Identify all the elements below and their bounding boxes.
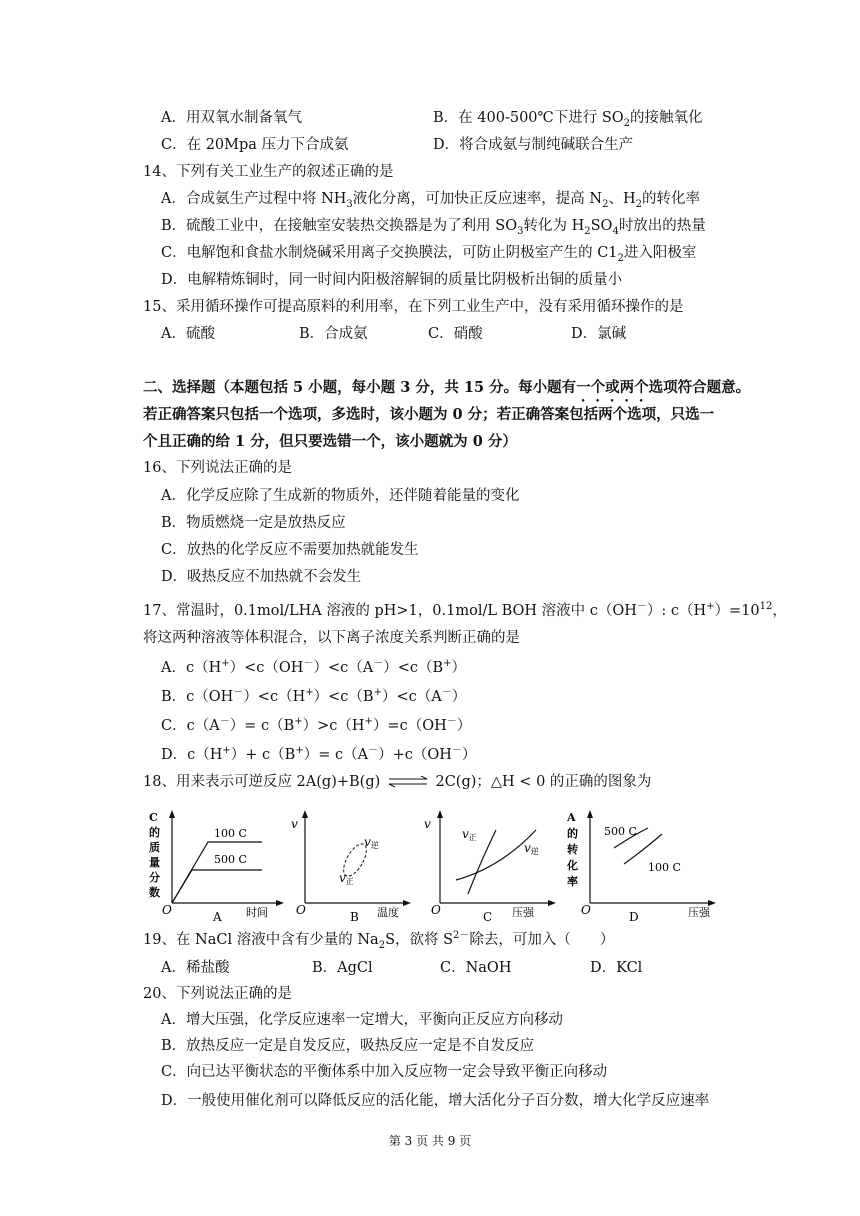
q15-option-c: C．硝酸 — [428, 326, 483, 342]
page-footer: 第 3 页 共 9 页 — [388, 1134, 472, 1148]
graph-b-ylabel: v — [291, 817, 298, 831]
q17-stem-line1: 17、常温时，0.1mol/LHA 溶液的 pH>1，0.1mol/L BOH 溶液中 c（OH－）: $c(H^+)=10^{12}$， — [143, 601, 787, 619]
q15-option-b: B．合成氨 — [299, 326, 368, 342]
q16-option-a: A．化学反应除了生成新的物质外，还伴随着能量的变化 — [161, 488, 520, 504]
graph-b-v-forward: v正 — [339, 871, 354, 886]
graph-d — [562, 808, 722, 924]
q20-option-a: A．增大压强，化学反应速率一定增大，平衡向正反应方向移动 — [161, 1012, 563, 1028]
graph-a-label-100: 100 C — [214, 827, 247, 840]
q17-stem-line2: 将这两种溶液等体积混合，以下离子浓度关系判断正确的是 — [143, 630, 520, 646]
graph-a — [140, 808, 290, 924]
q17-option-d: D．c（H+）+ c（B+）= c（A－）+c（OH－） — [161, 745, 477, 763]
q17-option-b: B．c（OH－）<c（H+）<c（B+）<c（A－） — [161, 687, 467, 705]
graph-a-origin: O — [162, 903, 172, 917]
graph-c-xlabel: 压强 — [512, 906, 534, 919]
graph-a-ylabel-2: 的 — [149, 826, 160, 839]
graph-d-ylabel-1: A — [567, 811, 576, 824]
q13-option-c: C．在 20Mpa 压力下合成氨 — [161, 137, 349, 153]
q15-stem: 15、采用循环操作可提高原料的利用率，在下列工业生产中，没有采用循环操作的是 — [143, 299, 684, 315]
q16-option-c: C．放热的化学反应不需要加热就能发生 — [161, 542, 419, 558]
q18-stem: 18、用来表示可逆反应 2A(g)+B(g) 2C(g)；△H < 0 的正确的图象为 — [143, 774, 652, 790]
graph-a-ylabel-1: C — [149, 811, 158, 824]
graph-c-origin: O — [431, 903, 441, 917]
q20-option-c: C．向已达平衡状态的平衡体系中加入反应物一定会导致平衡正向移动 — [161, 1064, 608, 1080]
q17-option-a: A．c（H+）<c（OH－）<c（A－）<c（B+） — [161, 658, 467, 676]
q16-stem: 16、下列说法正确的是 — [143, 460, 292, 476]
graph-a-caption: A — [213, 910, 222, 924]
q19-option-b: B．AgCl — [312, 960, 373, 976]
q19-option-c: C．NaOH — [440, 960, 512, 976]
graph-a-curve-100 — [172, 842, 262, 903]
q14-option-a: A．合成氨生产过程中将 $NH_3$液化分离，可加快正反应速率，提高 $N_2$、$H_2$的转化率 — [161, 191, 700, 210]
graph-d-xlabel: 压强 — [688, 906, 710, 919]
graph-b-origin: O — [296, 903, 306, 917]
q14-stem: 14、下列有关工业生产的叙述正确的是 — [143, 164, 394, 180]
graph-a-label-500: 500 C — [214, 853, 247, 866]
q20-option-b: B．放热反应一定是自发反应，吸热反应一定是不自发反应 — [161, 1038, 535, 1054]
q14-option-b: B．硫酸工业中，在接触室安装热交换器是为了利用 $SO_3$转化为 $H_2SO_4$时放出的热量 — [161, 218, 706, 237]
graph-d-ylabel-4: 化 — [567, 859, 578, 872]
graph-d-label-100: 100 C — [648, 861, 681, 874]
q13-option-a: A．用双氧水制备氧气 — [161, 110, 302, 126]
graph-d-origin: O — [581, 903, 591, 917]
graph-c-caption: C — [483, 910, 493, 924]
q16-option-d: D．吸热反应不加热就不会发生 — [161, 569, 362, 585]
section2-line1: 二、选择题（本题包括 5 小题，每小题 3 分，共 15 分。每小题有一个或两个选项符合题意。 — [143, 379, 751, 396]
graph-d-label-500: 500 C — [604, 825, 637, 838]
q19-option-d: D．KCl — [590, 960, 643, 976]
q13-option-b: B．在 400-500℃下进行 $SO_2$的接触氧化 — [433, 110, 703, 129]
graph-b-v-reverse: v逆 — [364, 835, 379, 850]
graph-d-ylabel-5: 率 — [567, 875, 578, 888]
graph-b — [285, 808, 415, 924]
graph-a-curve-500 — [172, 870, 262, 903]
q20-option-d: D．一般使用催化剂可以降低反应的活化能，增大活化分子百分数，增大化学反应速率 — [161, 1093, 710, 1109]
q15-option-a: A．硫酸 — [161, 326, 215, 342]
graph-a-xlabel: 时间 — [246, 906, 268, 919]
section2-line2: 若正确答案只包括一个选项，多选时，该小题为 0 分；若正确答案包括两个选项，只选一 — [143, 406, 715, 423]
graph-c-v-forward: v正 — [462, 827, 477, 842]
q20-stem: 20、下列说法正确的是 — [143, 986, 292, 1002]
q14-option-c: C．电解饱和食盐水制烧碱采用离子交换膜法，可防止阴极室产生的 $C1_2$进入阳极室 — [161, 245, 697, 264]
q19-stem: 19、在 NaCl 溶液中含有少量的 $Na_2S$，欲将 $S^{2-}$除去，可加入（ ） — [143, 930, 615, 951]
graph-c-ylabel: v — [424, 817, 431, 831]
graph-b-xlabel: 温度 — [377, 906, 399, 919]
graph-a-ylabel-5: 分 — [149, 871, 160, 884]
q13-option-d: D．将合成氨与制纯碱联合生产 — [433, 137, 634, 153]
q16-option-b: B．物质燃烧一定是放热反应 — [161, 515, 346, 531]
q15-option-d: D．氯碱 — [571, 326, 627, 342]
graph-d-ylabel-3: 转 — [567, 843, 578, 856]
graph-a-ylabel-3: 质 — [149, 841, 160, 854]
graph-d-ylabel-2: 的 — [567, 827, 578, 840]
graph-a-ylabel-6: 数 — [149, 886, 160, 899]
graph-a-ylabel-4: 量 — [149, 856, 160, 869]
graph-c-v-reverse: v逆 — [524, 841, 539, 856]
graph-c — [420, 808, 560, 924]
q19-option-a: A．稀盐酸 — [161, 960, 230, 976]
graph-b-caption: B — [350, 910, 359, 924]
graph-d-caption: D — [629, 910, 639, 924]
q14-option-d: D．电解精炼铜时，同一时间内阳极溶解铜的质量比阴极析出铜的质量小 — [161, 272, 623, 288]
equilibrium-arrow-icon — [387, 776, 429, 788]
q17-option-c: C．c（A－）= c（B+）>c（H+）=c（OH－） — [161, 716, 472, 734]
section2-line3: 个且正确的给 1 分，但只要选错一个，该小题就为 0 分） — [143, 433, 517, 450]
